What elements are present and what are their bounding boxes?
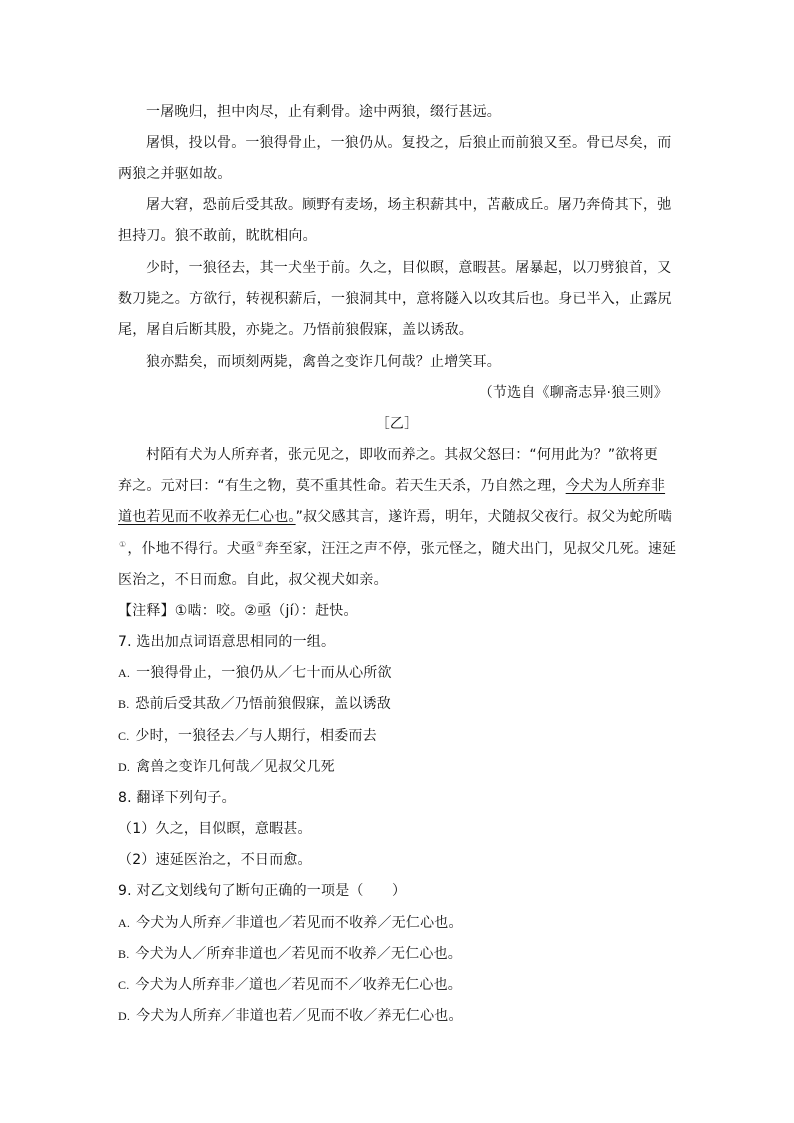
question-7-option-a: A. 一狼得骨止，一狼仍从／七十而从心所欲 [118, 665, 392, 681]
passage-a-paragraph-3-line-1: 屠大窘，恐前后受其敌。顾野有麦场，场主积薪其中，苫蔽成丘。屠乃奔倚其下，弛 [146, 197, 672, 213]
footnote-marker-2: ② [256, 540, 264, 549]
passage-a-paragraph-1: 一屠晚归，担中肉尽，止有剩骨。途中两狼，缀行甚远。 [146, 104, 501, 120]
passage-b-line-3 [118, 507, 678, 527]
passage-b-line-3-text: ”叔父感其言，遂许焉，明年，犬随叔父夜行。叔父为蛇所啮 [295, 509, 673, 525]
passage-b-line-5: 医治之，不日而愈。自此，叔父视犬如亲。 [118, 572, 388, 588]
question-8-stem: 8. 翻译下列句子。 [118, 790, 236, 806]
underlined-sentence-part-2: 道也若见而不收养无仁心也。 [118, 509, 296, 525]
passage-a-paragraph-3-line-2: 担持刀。狼不敢前，眈眈相向。 [118, 228, 317, 244]
passage-a-source: （节选自《聊斋志异·狼三则》 [478, 385, 668, 401]
passage-b-line-1: 村陌有犬为人所弃者，张元见之，即收而养之。其叔父怒曰：“何用此为？”欲将更 [146, 447, 658, 463]
question-9-stem: 9. 对乙文划线句了断句正确的一项是（ ） [118, 883, 407, 899]
question-9-option-a: A. 今犬为人所弃／非道也／若见而不收养／无仁心也。 [118, 915, 463, 931]
question-8-item-1: （1）久之，目似瞑，意暇甚。 [118, 821, 312, 837]
passage-b-line-4-text-b: 奔至家，汪汪之声不停，张元怪之，随犬出门，见叔父几死。速延 [264, 541, 677, 557]
question-8-item-2: （2）速延医治之，不日而愈。 [118, 852, 312, 868]
footnote-marker-1: ① [119, 540, 127, 549]
passage-a-paragraph-4-line-3: 尾，屠自后断其股，亦毙之。乃悟前狼假寐，盖以诱敌。 [118, 322, 473, 338]
question-9-option-b: B. 今犬为人／所弃非道也／若见而不收养／无仁心也。 [118, 946, 463, 962]
question-7-stem: 7. 选出加点词语意思相同的一组。 [118, 634, 336, 650]
passage-b-line-2 [118, 476, 678, 496]
question-7-option-b: B. 恐前后受其敌／乃悟前狼假寐，盖以诱敌 [118, 696, 392, 712]
passage-b-label: ［乙］ [375, 416, 419, 432]
passage-a-paragraph-4-line-1: 少时，一狼径去，其一犬坐于前。久之，目似瞑，意暇甚。屠暴起，以刀劈狼首，又 [146, 260, 672, 276]
annotation-note: 【注释】①啮：咬。②亟（jí）：赶快。 [118, 603, 358, 619]
question-7-option-c: C. 少时，一狼径去／与人期行，相委而去 [118, 728, 377, 744]
question-9-option-c: C. 今犬为人所弃非／道也／若见而不／收养无仁心也。 [118, 977, 463, 993]
question-7-option-d: D. 禽兽之变诈几何哉／见叔父几死 [118, 759, 335, 775]
passage-a-paragraph-2-line-2: 两狼之并驱如故。 [118, 166, 232, 182]
passage-b-line-4-text-a: ，仆地不得行。犬亟 [127, 541, 256, 557]
passage-a-paragraph-2-line-1: 屠惧，投以骨。一狼得骨止，一狼仍从。复投之，后狼止而前狼又至。骨已尽矣，而 [146, 135, 672, 151]
underlined-sentence-part-1: 今犬为人所弃非 [565, 478, 666, 494]
passage-b-line-2-text: 弃之。元对曰：“有生之物，莫不重其性命。若天生天杀，乃自然之理， [118, 478, 566, 494]
question-9-option-d: D. 今犬为人所弃／非道也若／见而不收／养无仁心也。 [118, 1008, 463, 1024]
passage-a-paragraph-5: 狼亦黠矣，而顷刻两毙，禽兽之变诈几何哉？止增笑耳。 [146, 354, 501, 370]
passage-a-paragraph-4-line-2: 数刀毙之。方欲行，转视积薪后，一狼洞其中，意将隧入以攻其后也。身已半入，止露尻 [118, 291, 672, 307]
passage-b-line-4 [118, 539, 678, 559]
